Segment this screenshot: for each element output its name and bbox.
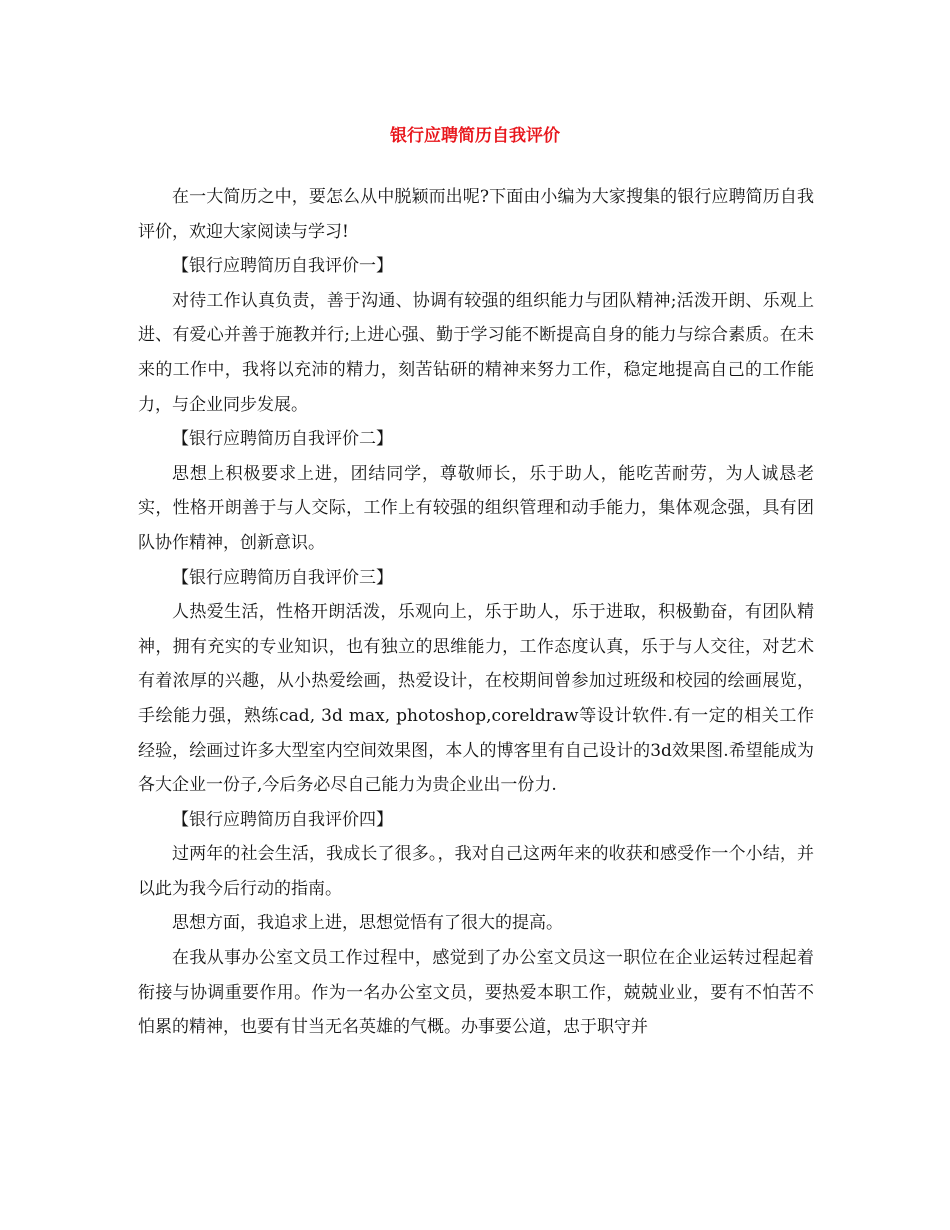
section-3-paragraph: 人热爱生活，性格开朗活泼，乐观向上，乐于助人，乐于进取，积极勤奋，有团队精神，拥有充实的专业知识，也有独立的思维能力，工作态度认真，乐于与人交往，对艺术有着浓厚的兴趣，从小热爱绘画，热爱设计，在校期间曾参加过班级和校园的绘画展览，手绘能力强，熟练cad, 3d max, photoshop,coreldraw等设计软件.有一定的相关工作经验，绘画过许多大型室内空间效果图，本人的博客里有自己设计的3d效果图.希望能成为各大企业一份子,今后务必尽自己能力为贵企业出一份力. [138, 602, 814, 796]
section-1-paragraph: 对待工作认真负责，善于沟通、协调有较强的组织能力与团队精神;活泼开朗、乐观上进、有爱心并善于施教并行;上进心强、勤于学习能不断提高自身的能力与综合素质。在未来的工作中，我将以充沛的精力，刻苦钻研的精神来努力工作，稳定地提高自己的工作能力，与企业同步发展。 [138, 290, 814, 415]
section-heading-2: 【银行应聘简历自我评价二】 [172, 429, 393, 450]
section-2-paragraph: 思想上积极要求上进，团结同学，尊敬师长，乐于助人，能吃苦耐劳，为人诚恳老实，性格开朗善于与人交际，工作上有较强的组织管理和动手能力，集体观念强，具有团队协作精神，创新意识。 [138, 463, 814, 553]
section-4-paragraph-1: 过两年的社会生活，我成长了很多。，我对自己这两年来的收获和感受作一个小结，并以此为我今后行动的指南。 [138, 844, 814, 899]
section-4-paragraph-2: 思想方面，我追求上进，思想觉悟有了很大的提高。 [172, 913, 563, 934]
section-heading-3: 【银行应聘简历自我评价三】 [172, 567, 393, 588]
section-4-paragraph-3: 在我从事办公室文员工作过程中，感觉到了办公室文员这一职位在企业运转过程起着衔接与协调重要作用。作为一名办公室文员，要热爱本职工作，兢兢业业，要有不怕苦不怕累的精神，也要有甘当无名英雄的气概。办事要公道，忠于职守并 [138, 948, 814, 1038]
intro-paragraph: 在一大简历之中，要怎么从中脱颖而出呢?下面由小编为大家搜集的银行应聘简历自我评价，欢迎大家阅读与学习! [138, 187, 814, 242]
section-heading-4: 【银行应聘简历自我评价四】 [172, 809, 393, 830]
document-body [138, 180, 814, 1045]
document-title: 银行应聘简历自我评价 [390, 126, 560, 146]
section-heading-1: 【银行应聘简历自我评价一】 [172, 256, 393, 277]
